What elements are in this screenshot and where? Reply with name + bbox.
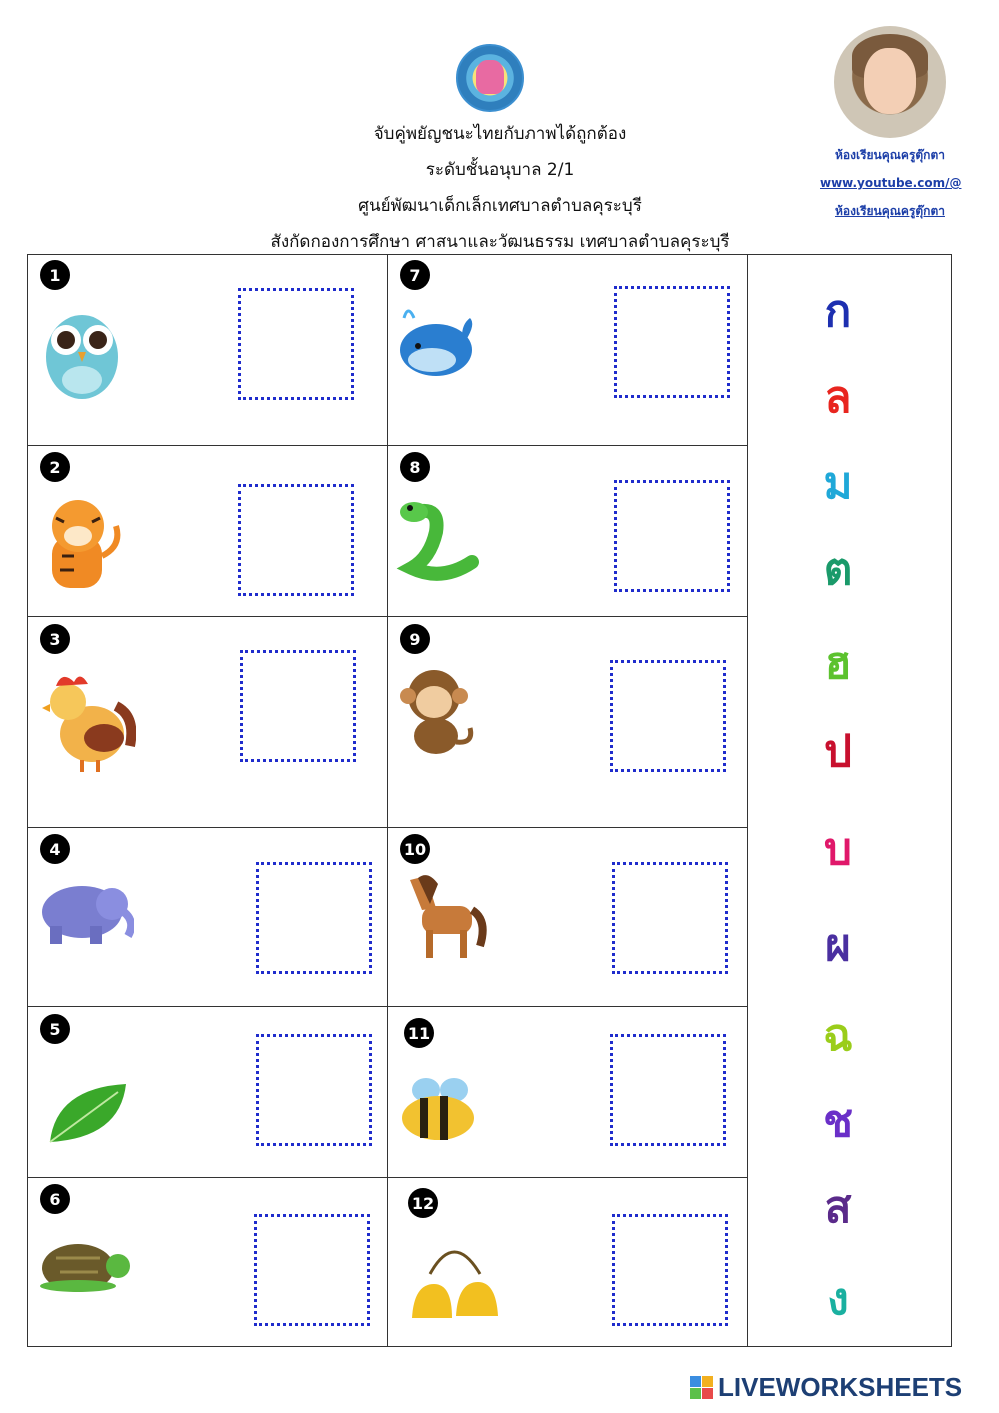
item-number: 11	[404, 1018, 434, 1048]
answer-box-4[interactable]	[256, 862, 372, 974]
answer-box-11[interactable]	[610, 1034, 726, 1146]
horse-icon	[396, 870, 490, 962]
worksheet-title: จับคู่พยัญชนะไทยกับภาพได้ถูกต้อง	[373, 124, 627, 144]
item-number: 1	[40, 260, 70, 290]
snake-icon	[396, 494, 482, 588]
answer-box-7[interactable]	[614, 286, 730, 398]
answer-box-10[interactable]	[612, 862, 728, 974]
monkey-icon	[400, 666, 480, 756]
credit-channel[interactable]: ห้องเรียนคุณครูตุ๊กตา	[835, 204, 945, 218]
tiger-icon	[42, 496, 122, 596]
letter-option[interactable]: ง	[827, 1274, 849, 1325]
item-number: 3	[40, 624, 70, 654]
divider	[27, 445, 748, 446]
liveworksheets-logo-icon	[690, 1376, 714, 1400]
letter-option[interactable]: ม	[823, 458, 853, 509]
item-number: 12	[408, 1188, 438, 1218]
answer-box-6[interactable]	[254, 1214, 370, 1326]
divider	[27, 1177, 748, 1178]
school-logo	[456, 44, 524, 112]
letter-option[interactable]: ป	[824, 726, 852, 777]
letter-option[interactable]: ล	[824, 372, 852, 423]
elephant-icon	[36, 876, 134, 948]
leaf-icon	[46, 1078, 132, 1148]
teacher-avatar	[834, 26, 946, 138]
item-number: 6	[40, 1184, 70, 1214]
school-name: ศูนย์พัฒนาเด็กเล็กเทศบาลตำบลคุระบุรี	[358, 196, 642, 216]
answer-box-1[interactable]	[238, 288, 354, 400]
answer-box-12[interactable]	[612, 1214, 728, 1326]
letter-option[interactable]: ฉ	[823, 1010, 853, 1061]
class-level: ระดับชั้นอนุบาล 2/1	[425, 160, 575, 180]
letter-option[interactable]: ส	[824, 1182, 852, 1233]
divider	[747, 254, 748, 1347]
answer-box-3[interactable]	[240, 650, 356, 762]
answer-box-8[interactable]	[614, 480, 730, 592]
divider	[27, 827, 748, 828]
item-number: 5	[40, 1014, 70, 1044]
answer-box-5[interactable]	[256, 1034, 372, 1146]
credit-url[interactable]: www.youtube.com/@	[820, 176, 962, 190]
letter-option[interactable]: ผ	[825, 920, 851, 971]
item-number: 9	[400, 624, 430, 654]
department-name: สังกัดกองการศึกษา ศาสนาและวัฒนธรรม เทศบาลตำบลคุระบุรี	[270, 232, 730, 252]
cymbals-icon	[404, 1234, 504, 1324]
bee-icon	[396, 1070, 482, 1146]
item-number: 2	[40, 452, 70, 482]
letter-option[interactable]: ฮ	[824, 638, 852, 689]
whale-icon	[396, 300, 476, 382]
rooster-icon	[42, 666, 136, 774]
credit-name: ห้องเรียนคุณครูตุ๊กตา	[835, 148, 945, 162]
answer-box-9[interactable]	[610, 660, 726, 772]
owl-icon	[42, 302, 122, 402]
divider	[27, 1006, 748, 1007]
divider	[387, 254, 388, 1347]
letter-option[interactable]: ก	[824, 286, 852, 337]
letter-option[interactable]: บ	[824, 824, 852, 875]
letter-option[interactable]: ต	[823, 544, 853, 595]
letter-option[interactable]: ช	[823, 1096, 853, 1147]
item-number: 7	[400, 260, 430, 290]
turtle-icon	[36, 1228, 132, 1296]
item-number: 8	[400, 452, 430, 482]
answer-box-2[interactable]	[238, 484, 354, 596]
divider	[27, 616, 748, 617]
brand-name: LIVEWORKSHEETS	[718, 1372, 963, 1402]
item-number: 4	[40, 834, 70, 864]
item-number: 10	[400, 834, 430, 864]
